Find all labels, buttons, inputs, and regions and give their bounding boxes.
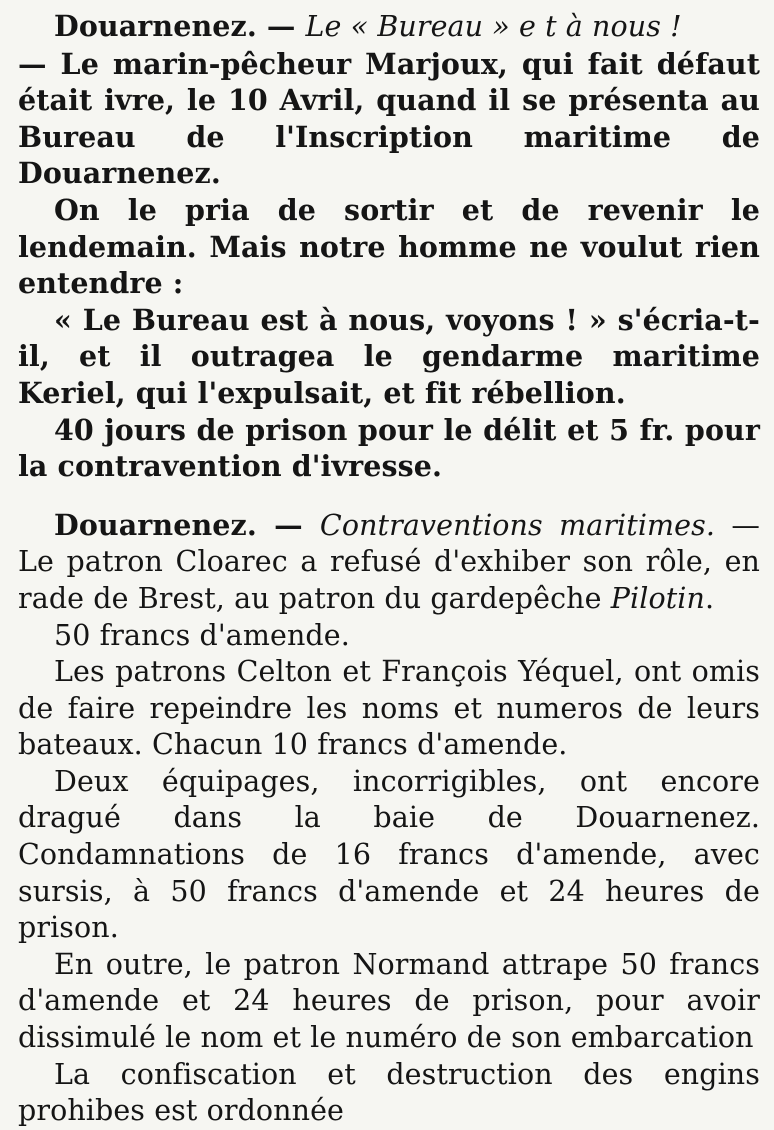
article-2-heading: Douarnenez.: [54, 507, 257, 542]
article-2-paragraph-3: Deux équipages, incorrigibles, ont encore dragué dans la baie de Douarnenez. Condamnations de 16 francs d'amende, avec sursis, à 50 francs d'amende et 24 heures de prison.: [18, 764, 760, 945]
article-1-paragraph-4: 40 jours de prison pour le délit et 5 fr. pour la contravention d'ivresse.: [18, 412, 760, 484]
article-2-paragraph-2: Les patrons Celton et François Yéquel, ont omis de faire repeindre les noms et numeros de leurs bateaux. Chacun 10 francs d'amende.: [18, 655, 760, 762]
article-2-dash: —: [256, 507, 320, 542]
article-1-dash: —: [256, 9, 306, 43]
article-1-paragraph-2: On le pria de sortir et de revenir le lendemain. Mais notre homme ne voulut rien entendre :: [18, 192, 760, 301]
article-1-heading: Douarnenez.: [54, 9, 257, 43]
article-2-lead-italic: Pilotin: [610, 581, 705, 615]
article-2-paragraph-4: En outre, le patron Normand attrape 50 francs d'amende et 24 heures de prison, pour avoir dissimulé le nom et le numéro de son embarcation: [18, 947, 760, 1055]
article-marjoux: [18, 8, 760, 485]
article-1-subtitle: Le « Bureau » e t à nous !: [305, 10, 682, 43]
article-2-paragraph-1: 50 francs d'amende.: [54, 618, 350, 652]
article-2-paragraph-5: La confiscation et destruction des engins prohibes est ordonnée: [18, 1057, 760, 1128]
article-2-lead-text: — Le patron Cloarec a refusé d'exhiber son rôle, en rade de Brest, au patron du gardepêche: [18, 508, 760, 615]
article-1-paragraph-3: « Le Bureau est à nous, voyons ! » s'écria-t-il, et il outragea le gendarme maritime Keriel, qui l'expulsait, et fit rébellion.: [18, 302, 760, 410]
article-2-subtitle: Contraventions maritimes.: [319, 508, 716, 542]
article-1-paragraph-1: — Le marin-pêcheur Marjoux, qui fait défaut était ivre, le 10 Avril, quand il se présenta au Bureau de l'Inscription maritime de Douarnenez.: [18, 46, 760, 191]
article-2-lead-end: .: [704, 581, 715, 615]
article-contraventions: [18, 507, 760, 1130]
article-2-lead: [18, 507, 760, 618]
article-1-heading-line: [18, 8, 760, 46]
